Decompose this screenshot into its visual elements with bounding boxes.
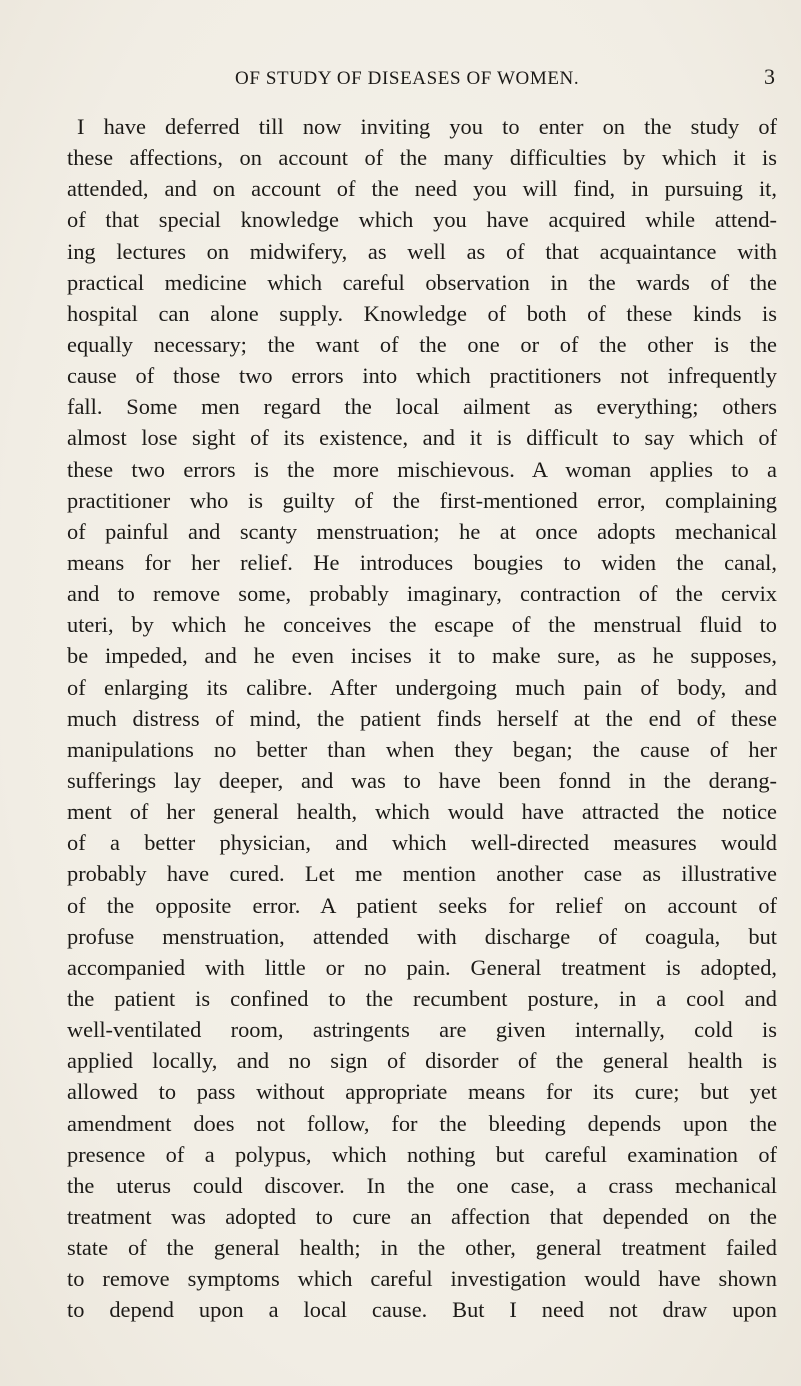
text-line: almost lose sight of its existence, and it is difficult to say which of (67, 425, 777, 451)
text-line: and to remove some, probably imaginary, contraction of the cervix (67, 581, 777, 607)
text-line: amendment does not follow, for the bleeding depends upon the (67, 1110, 777, 1136)
text-line: the uterus could discover. In the one case, a crass mechanical (67, 1172, 777, 1198)
text-line: to remove symptoms which careful investigation would have shown (67, 1266, 777, 1292)
text-line: cause of those two errors into which practitioners not infrequently (67, 363, 777, 389)
text-line: treatment was adopted to cure an affection that depended on the (67, 1203, 777, 1229)
text-line: allowed to pass without appropriate means for its cure; but yet (67, 1079, 777, 1105)
text-line: hospital can alone supply. Knowledge of both of these kinds is (67, 300, 777, 326)
text-line: profuse menstruation, attended with discharge of coagula, but (67, 923, 777, 949)
running-head (235, 64, 775, 98)
text-line: these affections, on account of the many difficulties by which it is (67, 145, 777, 171)
text-line: to depend upon a local cause. But I need not draw upon (67, 1297, 777, 1323)
text-line: of that special knowledge which you have acquired while attend- (67, 207, 777, 233)
text-line: of enlarging its calibre. After undergoing much pain of body, and (67, 674, 777, 700)
text-line: fall. Some men regard the local ailment as everything; others (67, 394, 777, 420)
text-line: practical medicine which careful observation in the wards of the (67, 269, 777, 295)
text-line: be impeded, and he even incises it to make sure, as he supposes, (67, 643, 777, 669)
text-line: the patient is confined to the recumbent posture, in a cool and (67, 985, 777, 1011)
text-line: practitioner who is guilty of the first-mentioned error, complaining (67, 487, 777, 513)
text-line: means for her relief. He introduces bougies to widen the canal, (67, 549, 777, 575)
text-line: well-ventilated room, astringents are given internally, cold is (67, 1017, 777, 1043)
text-line: these two errors is the more mischievous. A woman applies to a (67, 456, 777, 482)
text-line: much distress of mind, the patient finds herself at the end of these (67, 705, 777, 731)
page-number: 3 (764, 64, 775, 89)
running-title: OF STUDY OF DISEASES OF WOMEN. (235, 68, 580, 89)
text-line: probably have cured. Let me mention another case as illustrative (67, 861, 777, 887)
text-line: sufferings lay deeper, and was to have been fonnd in the derang- (67, 767, 777, 793)
text-line: applied locally, and no sign of disorder of the general health is (67, 1048, 777, 1074)
text-line: state of the general health; in the other, general treatment failed (67, 1235, 777, 1261)
text-line: presence of a polypus, which nothing but careful examination of (67, 1141, 777, 1167)
text-line: equally necessary; the want of the one or of the other is the (67, 331, 777, 357)
text-line: uteri, by which he conceives the escape of the menstrual fluid to (67, 612, 777, 638)
text-line: of the opposite error. A patient seeks for relief on account of (67, 892, 777, 918)
text-line: attended, and on account of the need you will find, in pursuing it, (67, 176, 777, 202)
text-line: of a better physician, and which well-directed measures would (67, 830, 777, 856)
text-line: ment of her general health, which would have attracted the notice (67, 799, 777, 825)
text-line: manipulations no better than when they began; the cause of her (67, 736, 777, 762)
text-line: accompanied with little or no pain. General treatment is adopted, (67, 954, 777, 980)
text-line: of painful and scanty menstruation; he at once adopts mechanical (67, 518, 777, 544)
text-line: ing lectures on midwifery, as well as of that acquaintance with (67, 238, 777, 264)
text-line: I have deferred till now inviting you to enter on the study of (77, 114, 777, 139)
body-paragraph (67, 111, 777, 1325)
